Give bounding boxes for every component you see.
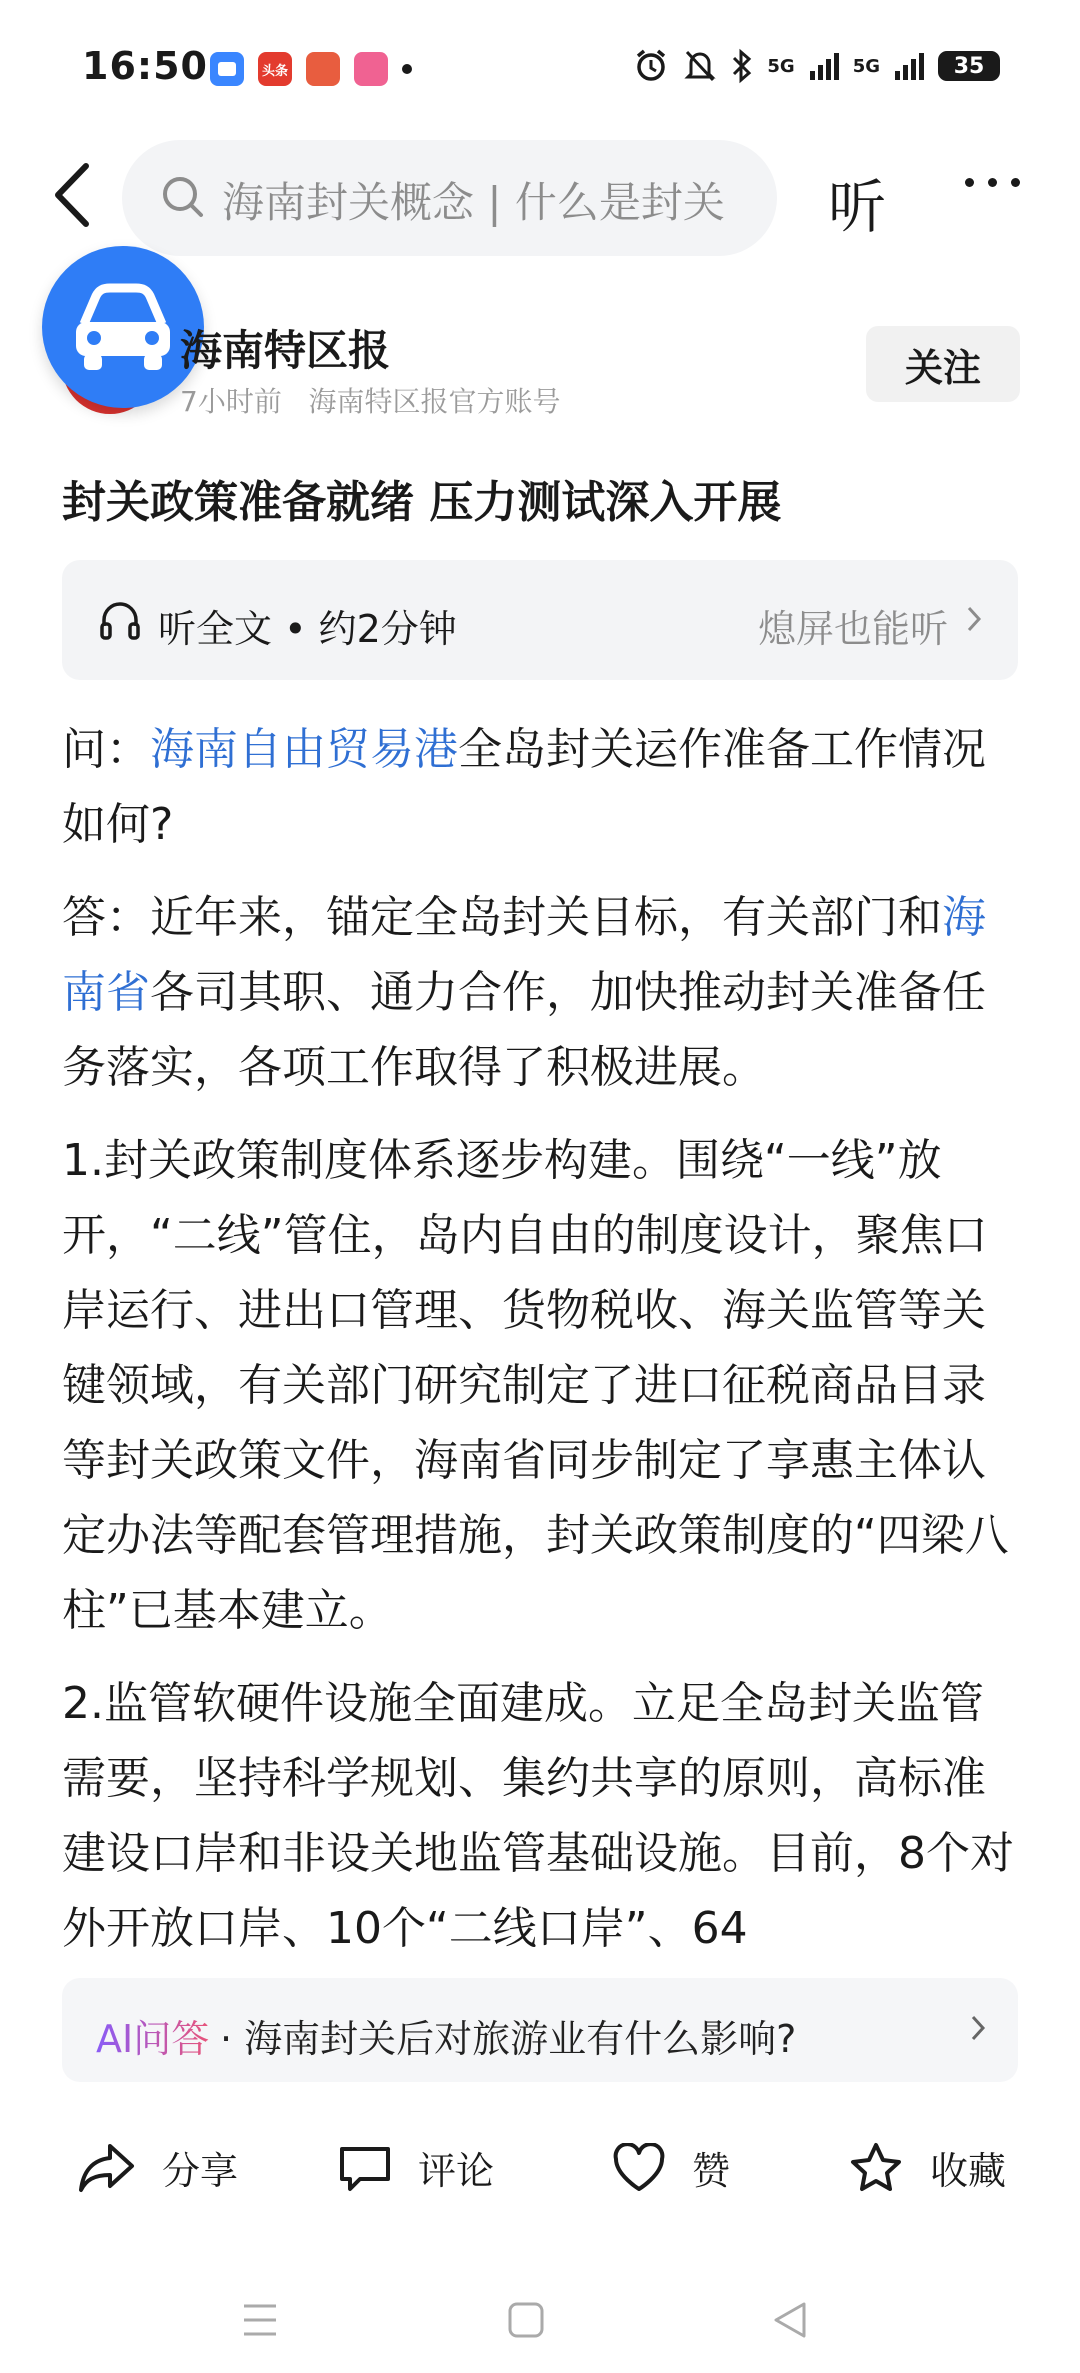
account-description: 海南特区报官方账号 <box>308 385 561 418</box>
bluetooth-icon <box>731 48 753 84</box>
hainan-province-link[interactable]: 海南省 <box>62 892 986 1018</box>
listen-full-label: 听全文 • 约2分钟 <box>158 607 457 651</box>
signal-5g-label: 5G <box>767 55 795 77</box>
like-button[interactable] <box>612 2140 730 2195</box>
answer-intro: 答：近年来，锚定全岛封关目标，有关部门和 <box>62 892 942 943</box>
listen-button[interactable]: 听 <box>828 173 887 241</box>
question-text: 全岛封关运作准备工作情况如何? <box>62 724 986 850</box>
back-button[interactable] <box>48 160 98 230</box>
question-paragraph <box>62 712 1022 862</box>
answer-paragraph <box>62 880 1022 1105</box>
comment-label: 评论 <box>418 2149 495 2193</box>
search-icon <box>160 174 206 220</box>
notification-icons <box>210 52 412 86</box>
article-body <box>62 712 1022 1984</box>
alarm-icon <box>633 48 669 84</box>
listen-full-bar[interactable] <box>62 560 1018 680</box>
signal-bars-icon <box>894 51 924 81</box>
more-notifications-icon <box>402 64 412 74</box>
screen-off-listen-label: 熄屏也能听 <box>757 607 948 651</box>
question-prefix: 问： <box>62 724 150 775</box>
signal-bars-icon <box>809 51 839 81</box>
search-placeholder: 海南封关概念 | 什么是封关 <box>222 178 725 227</box>
paragraph-1: 1.封关政策制度体系逐步构建。围绕“一线”放开，“二线”管住，岛内自由的制度设计，聚焦口岸运行、进出口管理、货物税收、海关监管等关键领域，有关部门研究制定了进口征税商品目录等封关政策文件，海南省同步制定了享惠主体认定办法等配套管理措施，封关政策制度的“四梁八柱”已基本建立。 <box>62 1135 1009 1636</box>
chevron-right-icon <box>970 2014 986 2042</box>
share-button[interactable] <box>78 2140 238 2195</box>
more-options-icon[interactable] <box>965 178 1020 187</box>
headphones-icon <box>98 598 142 642</box>
comment-button[interactable] <box>338 2140 494 2195</box>
share-label: 分享 <box>162 2149 239 2193</box>
hainan-ftp-link[interactable]: 海南自由贸易港 <box>150 724 458 775</box>
back-nav-icon[interactable] <box>770 2300 810 2340</box>
favorite-label: 收藏 <box>930 2149 1007 2193</box>
action-bar <box>0 2120 1080 2230</box>
status-time: 16:50 <box>82 44 208 88</box>
heart-icon <box>612 2143 666 2193</box>
home-icon[interactable] <box>506 2300 546 2340</box>
battery-icon: 35 <box>938 51 1000 81</box>
like-label: 赞 <box>692 2149 731 2193</box>
author-name[interactable]: 海南特区报 <box>180 326 391 375</box>
toutiao-icon: 头条 <box>258 52 292 86</box>
post-time: 7小时前 <box>180 385 282 418</box>
menu-icon[interactable] <box>240 2300 280 2340</box>
follow-button[interactable]: 关注 <box>866 326 1020 402</box>
app-notification-icon <box>210 52 244 86</box>
answer-text: 各司其职、通力合作，加快推动封关准备任务落实，各项工作取得了积极进展。 <box>62 967 986 1093</box>
ai-question-bar[interactable] <box>62 1978 1018 2082</box>
app-notification-icon <box>354 52 388 86</box>
comment-icon <box>338 2143 392 2193</box>
system-icons <box>633 48 1000 84</box>
ai-qa-label: AI问答 <box>96 2008 209 2063</box>
share-icon <box>78 2142 136 2194</box>
ai-question-text: · 海南封关后对旅游业有什么影响? <box>220 2017 797 2061</box>
paragraph-2: 2.监管软硬件设施全面建成。立足全岛封关监管需要，坚持科学规划、集约共享的原则，高标准建设口岸和非设关地监管基础设施。目前，8个对外开放口岸、10个“二线口岸”、64 <box>62 1678 1014 1954</box>
favorite-button[interactable] <box>848 2140 1006 2195</box>
star-icon <box>848 2141 904 2195</box>
system-navigation-bar <box>0 2270 1080 2373</box>
signal-5g-label: 5G <box>852 55 880 77</box>
article-title: 封关政策准备就绪 压力测试深入开展 <box>62 477 782 528</box>
author-meta <box>180 380 561 420</box>
search-bar[interactable] <box>122 140 777 256</box>
chevron-right-icon <box>966 605 982 633</box>
app-notification-icon <box>306 52 340 86</box>
mute-icon <box>683 48 717 84</box>
